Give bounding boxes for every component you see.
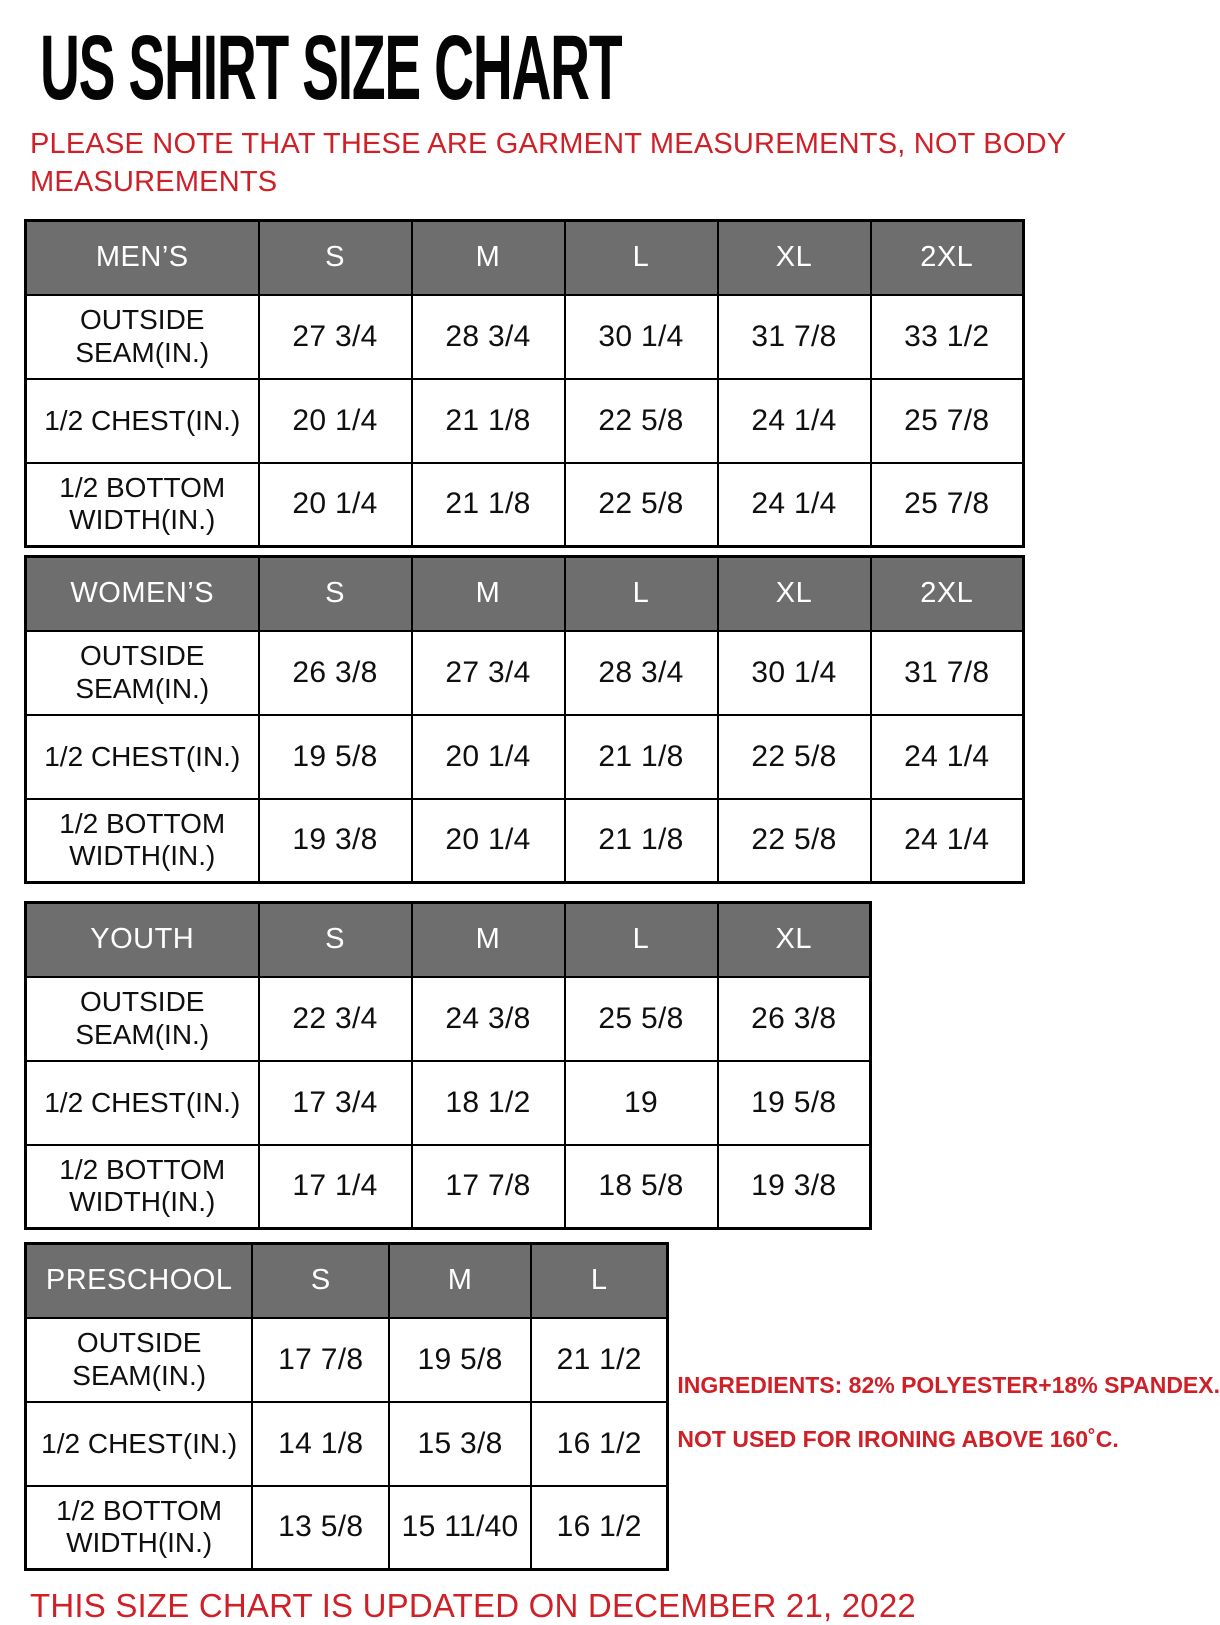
value-cell: 19 5/8 — [389, 1318, 531, 1402]
table-title-cell: MEN’S — [26, 221, 259, 295]
value-cell: 19 3/8 — [259, 799, 412, 883]
size-header-cell: S — [259, 557, 412, 631]
table-row — [26, 1402, 668, 1486]
value-cell: 22 5/8 — [718, 715, 871, 799]
value-cell: 20 1/4 — [412, 799, 565, 883]
row-label: OUTSIDE SEAM(IN.) — [26, 631, 259, 715]
value-cell: 33 1/2 — [871, 295, 1024, 379]
value-cell: 13 5/8 — [252, 1486, 389, 1570]
value-cell: 30 1/4 — [565, 295, 718, 379]
table-row — [26, 799, 1024, 883]
value-cell: 21 1/8 — [565, 799, 718, 883]
size-header-cell: M — [389, 1244, 531, 1318]
size-header-cell: XL — [718, 903, 871, 977]
size-header-cell: XL — [718, 557, 871, 631]
value-cell: 18 1/2 — [412, 1061, 565, 1145]
table-row — [26, 631, 1024, 715]
size-header-cell: M — [412, 903, 565, 977]
value-cell: 24 3/8 — [412, 977, 565, 1061]
value-cell: 28 3/4 — [565, 631, 718, 715]
value-cell: 25 7/8 — [871, 463, 1024, 547]
value-cell: 31 7/8 — [718, 295, 871, 379]
ingredients-line-2: NOT USED FOR IRONING ABOVE 160˚C. — [677, 1426, 1119, 1453]
value-cell: 22 5/8 — [718, 799, 871, 883]
header-row — [26, 903, 871, 977]
row-label: 1/2 BOTTOM WIDTH(IN.) — [26, 1486, 253, 1570]
table-row — [26, 1318, 668, 1402]
mens-size-table — [24, 219, 1025, 548]
row-label: 1/2 CHEST(IN.) — [26, 379, 259, 463]
value-cell: 15 3/8 — [389, 1402, 531, 1486]
table-row — [26, 1061, 871, 1145]
size-header-cell: S — [259, 903, 412, 977]
table-row — [26, 379, 1024, 463]
note-line-2: MEASUREMENTS — [30, 165, 278, 198]
header-row — [26, 557, 1024, 631]
value-cell: 25 5/8 — [565, 977, 718, 1061]
value-cell: 21 1/8 — [412, 463, 565, 547]
size-header-cell: L — [565, 557, 718, 631]
size-header-cell: XL — [718, 221, 871, 295]
value-cell: 31 7/8 — [871, 631, 1024, 715]
size-header-cell: S — [252, 1244, 389, 1318]
value-cell: 16 1/2 — [531, 1402, 668, 1486]
value-cell: 21 1/8 — [565, 715, 718, 799]
row-label: 1/2 CHEST(IN.) — [26, 1061, 259, 1145]
value-cell: 21 1/2 — [531, 1318, 668, 1402]
value-cell: 20 1/4 — [412, 715, 565, 799]
value-cell: 24 1/4 — [718, 463, 871, 547]
row-label: 1/2 CHEST(IN.) — [26, 1402, 253, 1486]
value-cell: 24 1/4 — [718, 379, 871, 463]
update-date-footer: THIS SIZE CHART IS UPDATED ON DECEMBER 21, 2022 — [30, 1587, 916, 1625]
preschool-section — [0, 1242, 1220, 1571]
value-cell: 15 11/40 — [389, 1486, 531, 1570]
value-cell: 22 5/8 — [565, 463, 718, 547]
note-line-1: PLEASE NOTE THAT THESE ARE GARMENT MEASUREMENTS, NOT BODY — [30, 127, 1067, 160]
table-row — [26, 463, 1024, 547]
value-cell: 27 3/4 — [412, 631, 565, 715]
value-cell: 22 3/4 — [259, 977, 412, 1061]
row-label: 1/2 BOTTOM WIDTH(IN.) — [26, 463, 259, 547]
size-header-cell: S — [259, 221, 412, 295]
value-cell: 17 7/8 — [252, 1318, 389, 1402]
value-cell: 20 1/4 — [259, 463, 412, 547]
value-cell: 20 1/4 — [259, 379, 412, 463]
value-cell: 19 5/8 — [718, 1061, 871, 1145]
row-label: 1/2 BOTTOM WIDTH(IN.) — [26, 799, 259, 883]
ingredients-line-1: INGREDIENTS: 82% POLYESTER+18% SPANDEX. — [677, 1372, 1220, 1399]
size-header-cell: L — [565, 221, 718, 295]
table-row — [26, 977, 871, 1061]
table-row — [26, 1486, 668, 1570]
value-cell: 18 5/8 — [565, 1145, 718, 1229]
value-cell: 17 3/4 — [259, 1061, 412, 1145]
value-cell: 28 3/4 — [412, 295, 565, 379]
value-cell: 24 1/4 — [871, 799, 1024, 883]
table-row — [26, 1145, 871, 1229]
ingredients-note — [677, 1374, 1220, 1451]
size-header-cell: M — [412, 557, 565, 631]
value-cell: 27 3/4 — [259, 295, 412, 379]
row-label: 1/2 CHEST(IN.) — [26, 715, 259, 799]
value-cell: 19 — [565, 1061, 718, 1145]
value-cell: 25 7/8 — [871, 379, 1024, 463]
row-label: OUTSIDE SEAM(IN.) — [26, 1318, 253, 1402]
value-cell: 22 5/8 — [565, 379, 718, 463]
table-row — [26, 295, 1024, 379]
value-cell: 14 1/8 — [252, 1402, 389, 1486]
size-header-cell: L — [565, 903, 718, 977]
table-title-cell: YOUTH — [26, 903, 259, 977]
row-label: OUTSIDE SEAM(IN.) — [26, 977, 259, 1061]
value-cell: 26 3/8 — [718, 977, 871, 1061]
header-row — [26, 221, 1024, 295]
page-title: US SHIRT SIZE CHART — [40, 17, 622, 119]
womens-size-table — [24, 555, 1025, 884]
value-cell: 19 3/8 — [718, 1145, 871, 1229]
row-label: OUTSIDE SEAM(IN.) — [26, 295, 259, 379]
table-title-cell: WOMEN’S — [26, 557, 259, 631]
preschool-size-table — [24, 1242, 669, 1571]
table-title-cell: PRESCHOOL — [26, 1244, 253, 1318]
size-header-cell: 2XL — [871, 557, 1024, 631]
value-cell: 26 3/8 — [259, 631, 412, 715]
header-row — [26, 1244, 668, 1318]
garment-measurement-note — [30, 125, 1220, 202]
value-cell: 17 1/4 — [259, 1145, 412, 1229]
value-cell: 24 1/4 — [871, 715, 1024, 799]
value-cell: 21 1/8 — [412, 379, 565, 463]
table-row — [26, 715, 1024, 799]
size-header-cell: 2XL — [871, 221, 1024, 295]
size-header-cell: M — [412, 221, 565, 295]
row-label: 1/2 BOTTOM WIDTH(IN.) — [26, 1145, 259, 1229]
youth-size-table — [24, 901, 872, 1230]
value-cell: 16 1/2 — [531, 1486, 668, 1570]
value-cell: 19 5/8 — [259, 715, 412, 799]
value-cell: 17 7/8 — [412, 1145, 565, 1229]
size-header-cell: L — [531, 1244, 668, 1318]
value-cell: 30 1/4 — [718, 631, 871, 715]
